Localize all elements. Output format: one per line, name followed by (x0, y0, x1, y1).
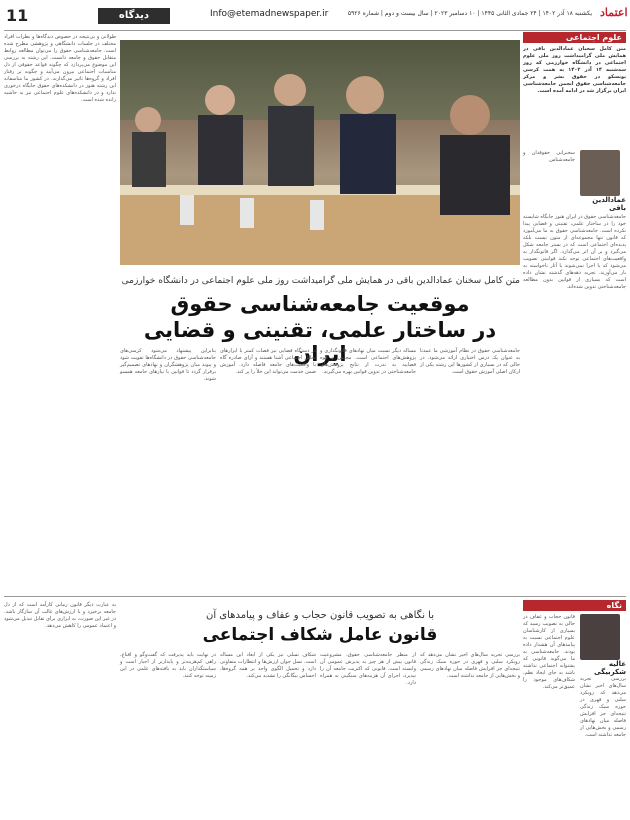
body-column-3: در دستگاه قضایی نیز قضات کمتر با ابزارهای تحلیل اجتماعی آشنا هستند و آرای صادره گاه با واقعیت‌های جامعه فاصله دارد. آموزش ضمن خدمت می‌تواند این خلأ را پر کند. (220, 348, 316, 375)
lower-column-4: در نهایت باید پذیرفت که گفت‌وگو و اقناع، راهی کم‌هزینه‌تر و پایدارتر از اجبار است و سیاستگذاران باید به یافته‌های علمی در این زمینه توجه کنند. (120, 652, 216, 679)
left-text-column: طولانی و بی‌نتیجه در خصوص دیدگاه‌ها و نظرات افراد مختلف در جلسات دانشگاهی و پژوهشی مطرح شده است. جامعه‌شناسی حقوق را می‌توان مطالعه روابط متقابل حقوق و جامعه دانست. این رشته به بررسی این موضوع می‌پردازد که چگونه قواعد حقوقی از دل مناسبات اجتماعی بیرون می‌آیند و چگونه بر رفتار افراد و گروه‌ها تاثیر می‌گذارند. در کشور ما متاسفانه این رشته هنوز در دانشکده‌های حقوق جایگاه درخوری ندارد و در دانشکده‌های علوم اجتماعی نیز به حاشیه رانده شده است. (4, 34, 116, 103)
lower-left-column: به عبارت دیگر قانون زمانی کارآمد است که از دل جامعه برخیزد و با ارزش‌های غالب آن سازگار باشد. در غیر این صورت، به ابزاری برای تقابل تبدیل می‌شود و اعتماد عمومی را کاهش می‌دهد. (4, 602, 116, 629)
lower-column-1: بررسی تجربه سال‌های اخیر نشان می‌دهد که رویکرد سلبی و قهری در حوزه سبک زندگی نتیجه‌ای جز افزایش فاصله میان نهادهای رسمی و بخش‌هایی از جامعه نداشته است. (420, 652, 520, 679)
body-column-4: بنابراین پیشنهاد می‌شود کرسی‌های جامعه‌شناسی حقوق در دانشگاه‌ها تقویت شود و پیوند میان پژوهشگران و نهادهای تصمیم‌گیر برقرار گردد تا قوانین با نیازهای جامعه همسو شوند. (120, 348, 216, 382)
lower-right-text-cont: بررسی تجربه سال‌های اخیر نشان می‌دهد که رویکرد سلبی و قهری در حوزه سبک زندگی نتیجه‌ای جز افزایش فاصله میان نهادهای رسمی و بخش‌هایی از جامعه نداشته است. (580, 676, 626, 738)
right-sidebar-column (523, 32, 626, 592)
panel-photo-illustration (120, 40, 520, 265)
event-photo (120, 40, 520, 265)
section-divider (4, 596, 626, 597)
lower-author-name: عالیه شکربیگی (594, 660, 626, 676)
lower-right-text: قانون حجاب و عفاف در حالی به تصویب رسید که بسیاری از کارشناسان علوم اجتماعی نسبت به پیامدهای آن هشدار داده بودند. جامعه‌شناسی به ما می‌گوید قانونی که پشتوانه اجتماعی نداشته باشد به جای ایجاد نظم، شکاف‌های موجود را عمیق‌تر می‌کند. (523, 614, 575, 690)
lower-author-photo (580, 614, 620, 660)
body-column-2: مساله دیگر نسبت میان نهادهای قانونگذاری و پژوهش‌های اجتماعی است. مجلس و قوه قضاییه به ندرت از نتایج پژوهش‌های جامعه‌شناختی در تدوین قوانین بهره می‌گیرند. (320, 348, 416, 375)
photo-caption: متن کامل سخنان عمادالدین باقی در همایش ملی گرامیداشت روز ملی علوم اجتماعی در دانشگاه خوارزمی (121, 276, 520, 286)
author-photo (580, 150, 620, 196)
category-tag: علوم اجتماعی (523, 32, 626, 43)
article-headline-line2: در ساختار علمی، تقنینی و قضایی ایران (143, 318, 497, 366)
author-block (580, 150, 626, 212)
article-headline-line1: موقعیت جامعه‌شناسی حقوق (170, 292, 470, 316)
lower-author-block (580, 614, 626, 676)
lower-right-column (523, 600, 626, 815)
section-label: دیدگاه (98, 8, 170, 24)
intro-text: متن کامل سخنان عمادالدین باقی در همایش ملی گرامیداشت روز ملی علوم اجتماعی در دانشگاه خوارزمی که روز سه‌شنبه ۱۴ آذر ۱۴۰۲ به همت کرسی یونسکو در حقوق بشر و مرکز جامعه‌شناسی حقوق انجمن جامعه‌شناسی ایران برگزار شد در ادامه آمده است. (523, 46, 626, 94)
lower-category-tag: نگاه (523, 600, 626, 611)
sidebar-body-text: جامعه‌شناسی حقوق در ایران هنوز جایگاه شایسته خود را در ساختار علمی، تقنینی و قضایی پیدا نکرده است. جامعه‌شناسی حقوق به ما می‌آموزد که قانون تنها مجموعه‌ای از متون نیست بلکه پدیده‌ای اجتماعی است که در بستر جامعه شکل می‌گیرد و بر آن اثر می‌گذارد. اگر قانونگذار به واقعیت‌های اجتماعی توجه نکند قوانینی تصویب می‌شود که یا اجرا نمی‌شوند یا آثار ناخواسته به بار می‌آورند. تجربه دهه‌های گذشته نشان داده است که بسیاری از قوانین بدون مطالعه جامعه‌شناختی تدوین شده‌اند. (523, 214, 626, 290)
author-note: سخنرانی حقوقدان و جامعه‌شناس (523, 150, 575, 163)
lower-kicker: با نگاهی به تصویب قانون حجاب و عفاف و پیامدهای آن (206, 610, 434, 621)
page-header (0, 0, 630, 30)
lower-headline: قانون عامل شکاف اجتماعی (202, 625, 438, 645)
lower-column-3: شکاف نسلی نیز یکی از ابعاد این مساله است. نسل جوان ارزش‌ها و انتظارات متفاوتی دارد و تحمیل الگوی واحد بر همه گروه‌ها، احساس بیگانگی را تشدید می‌کند. (220, 652, 316, 679)
contact-email[interactable]: Info@etemadnewspaper.ir (210, 9, 329, 19)
body-column-1: جامعه‌شناسی حقوق در نظام آموزشی ما عمدتا به عنوان یک درس اختیاری ارائه می‌شود. در حالی که در بسیاری از کشورها این رشته یکی از ارکان اصلی آموزش حقوق است. (420, 348, 520, 375)
header-divider (4, 30, 626, 31)
lower-column-2: از منظر جامعه‌شناسی حقوق، مشروعیت قانون پیش از هر چیز به پذیرش عمومی آن وابسته است. قانونی که اکثریت جامعه آن را نپذیرد، اجرای آن هزینه‌های سنگینی به همراه دارد. (320, 652, 416, 686)
newspaper-logo: اعتماد (600, 6, 628, 19)
page-number: 11 (6, 6, 29, 25)
author-name: عمادالدین باقی (592, 196, 626, 212)
dateline: یکشنبه ۱۸ آذر ۱۴۰۲ | ۲۴ جمادی الثانی ۱۴۴۵ | ۱۰ دسامبر ۲۰۲۳ | سال بیست و دوم | شماره ۵۹۲۶ (347, 10, 592, 17)
